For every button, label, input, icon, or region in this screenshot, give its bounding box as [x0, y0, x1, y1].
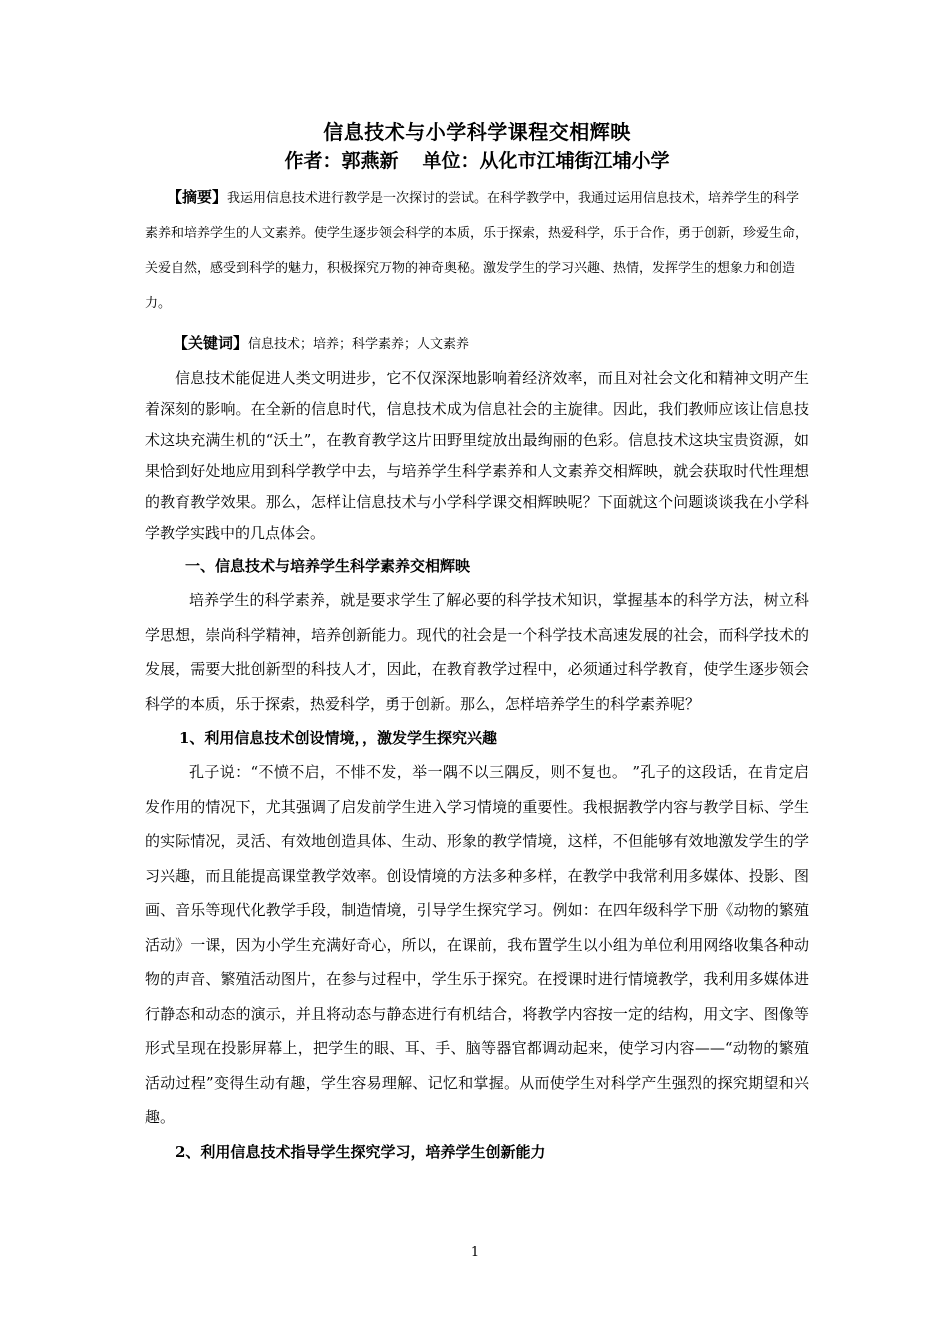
section-paragraph-1: 培养学生的科学素养，就是要求学生了解必要的科学技术知识，掌握基本的科学方法，树立科学思想，崇尚科学精神，培养创新能力。现代的社会是一个科学技术高速发展的社会，而科学技术的发展，需要大批创新型的科技人才，因此，在教育教学过程中，必须通过科学教育，使学生逐步领会科学的本质，乐于探索，热爱科学，勇于创新。那么，怎样培养学生的科学素养呢？ [145, 591, 809, 713]
subsection-heading-2: 2、利用信息技术指导学生探究学习，培养学生创新能力 [175, 1142, 546, 1161]
subsection-heading-1: 1、利用信息技术创设情境，，激发学生探究兴趣 [179, 729, 497, 747]
document-body [145, 118, 809, 1169]
author-unit: 单位：从化市江埔街江埔小学 [422, 150, 670, 172]
abstract-label: 【摘要】 [167, 188, 228, 206]
abstract-text: 我运用信息技术进行教学是一次探讨的尝试。在科学教学中，我通过运用信息技术，培养学生的科学素养和培养学生的人文素养。使学生逐步领会科学的本质，乐于探索，热爱科学，乐于合作，勇于创新，珍爱生命，关爱自然，感受到科学的魅力，积极探究万物的神奇奥秘。激发学生的学习兴趣、热情，发挥学生的想象力和创造力。 [145, 191, 809, 311]
keywords-text: 信息技术；培养；科学素养；人文素养 [248, 337, 470, 352]
author-line [145, 148, 809, 174]
abstract-paragraph [145, 180, 809, 321]
intro-paragraph: 信息技术能促进人类文明进步，它不仅深深地影响着经济效率，而且对社会文化和精神文明产生着深刻的影响。在全新的信息时代，信息技术成为信息社会的主旋律。因此，我们教师应该让信息技术这块充满生机的“沃土”，在教育教学这片田野里绽放出最绚丽的色彩。信息技术这块宝贵资源，如果恰到好处地应用到科学教学中去，与培养学生科学素养和人文素养交相辉映，就会获取时代性理想的教育教学效果。那么，怎样让信息技术与小学科学课交相辉映呢？下面就这个问题谈谈我在小学科学教学实践中的几点体会。 [145, 369, 809, 542]
document-title: 信息技术与小学科学课程交相辉映 [323, 120, 631, 144]
author-name: 作者：郭燕新 [284, 150, 399, 172]
keywords-paragraph [145, 327, 809, 361]
subsection-paragraph-1: 孔子说：“不愤不启，不悱不发，举一隅不以三隅反，则不复也。 ”孔子的这段话，在肯定启发作用的情况下，尤其强调了启发前学生进入学习情境的重要性。我根据教学内容与教学目标、学生的实际情况，灵活、有效地创造具体、生动、形象的教学情境，这样，不但能够有效地激发学生的学习兴趣，而且能提高课堂教学效率。创设情境的方法多种多样，在教学中我常利用多媒体、投影、图画、音乐等现代化教学手段，制造情境，引导学生探究学习。例如：在四年级科学下册《动物的繁殖活动》一课，因为小学生充满好奇心，所以，在课前，我布置学生以小组为单位利用网络收集各种动物的声音、繁殖活动图片，在参与过程中，学生乐于探究。在授课时进行情境教学，我利用多媒体进行静态和动态的演示，并且将动态与静态进行有机结合，将教学内容按一定的结构，用文字、图像等形式呈现在投影屏幕上，把学生的眼、耳、手、脑等器官都调动起来，使学习内容——“动物的繁殖活动过程”变得生动有趣，学生容易理解、记忆和掌握。从而使学生对科学产生强烈的探究期望和兴趣。 [145, 763, 809, 1126]
page-number: 1 [470, 1245, 480, 1260]
keywords-label: 【关键词】 [173, 334, 249, 352]
section-heading-1: 一、信息技术与培养学生科学素养交相辉映 [185, 557, 471, 575]
